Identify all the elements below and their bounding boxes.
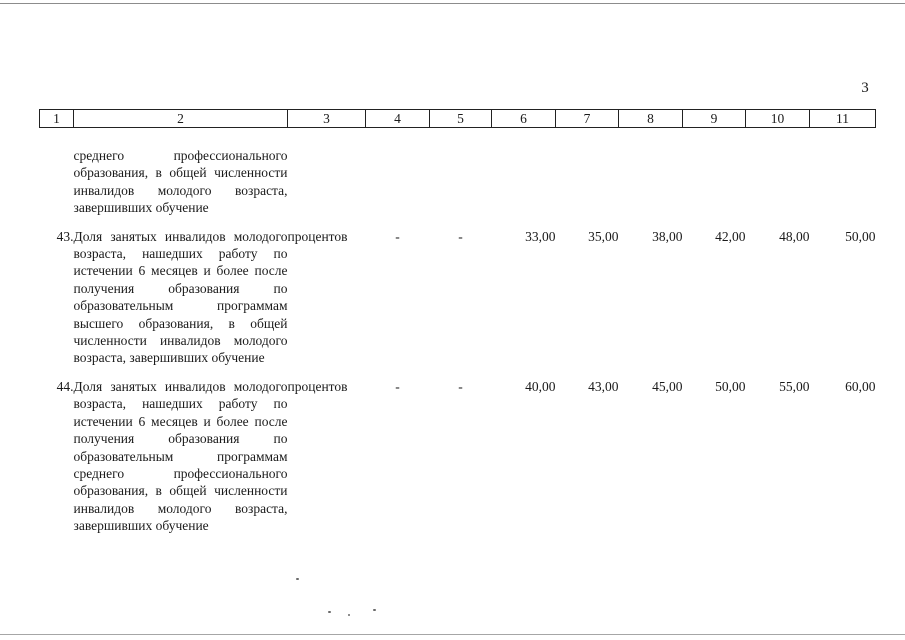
value-cell [619,147,683,217]
scan-speck [296,578,299,580]
value-cell: 55,00 [779,378,810,394]
scan-edge-top [0,3,905,4]
value-cell: 50,00 [715,378,746,394]
table-spacer-row [40,128,876,148]
page-number: 3 [861,80,869,96]
indicator-table [39,109,876,535]
value-cell: - [458,378,463,394]
value-cell [746,147,810,217]
value-cell [683,147,746,217]
column-number: 1 [40,110,74,128]
table-spacer-row [40,217,876,228]
value-cell: 60,00 [845,378,876,394]
value-cell: 33,00 [525,228,556,244]
unit-cell: процентов [287,228,348,244]
value-cell [492,147,556,217]
row-number: 43. [56,228,74,244]
table-row [40,147,876,217]
column-number: 10 [746,110,810,128]
table-row [40,378,876,535]
value-cell: 48,00 [779,228,810,244]
column-number: 3 [288,110,366,128]
scan-speck [348,614,350,616]
indicator-description: среднего профессионального образования, в общей численности инвалидов молодого возраста, завершивших обучение [73,148,288,216]
value-cell: 38,00 [652,228,683,244]
value-cell: - [458,228,463,244]
column-number: 8 [619,110,683,128]
table-row [40,228,876,367]
unit-cell [288,147,366,217]
scan-speck [328,611,331,613]
row-number [40,147,74,217]
value-cell: 43,00 [588,378,619,394]
column-number: 4 [366,110,430,128]
value-cell [366,147,430,217]
indicator-description: Доля занятых инвалидов молодого возраста, нашедших работу по истечении 6 месяцев и более после получения образования по образовательным программам высшего образования, в общей численности инвалидов молодого возраста, завершивших обучение [73,228,288,366]
value-cell [430,147,492,217]
value-cell [556,147,619,217]
row-number: 44. [56,378,74,394]
column-number-row [40,110,876,128]
scan-speck [373,609,376,611]
value-cell: 40,00 [525,378,556,394]
scan-edge-bottom [0,634,905,635]
value-cell: 45,00 [652,378,683,394]
table-spacer-row [40,367,876,378]
column-number: 7 [556,110,619,128]
indicator-description: Доля занятых инвалидов молодого возраста, нашедших работу по истечении 6 месяцев и более после получения образования по образовательным программам среднего профессионального образования, в общей численности инвалидов молодого возраста, завершивших обучение [73,378,288,534]
value-cell: 42,00 [715,228,746,244]
value-cell: - [395,228,400,244]
column-number: 5 [430,110,492,128]
value-cell: 50,00 [845,228,876,244]
column-number: 11 [810,110,876,128]
column-number: 9 [683,110,746,128]
value-cell [810,147,876,217]
column-number: 2 [74,110,288,128]
value-cell: 35,00 [588,228,619,244]
column-number: 6 [492,110,556,128]
value-cell: - [395,378,400,394]
unit-cell: процентов [287,378,348,394]
